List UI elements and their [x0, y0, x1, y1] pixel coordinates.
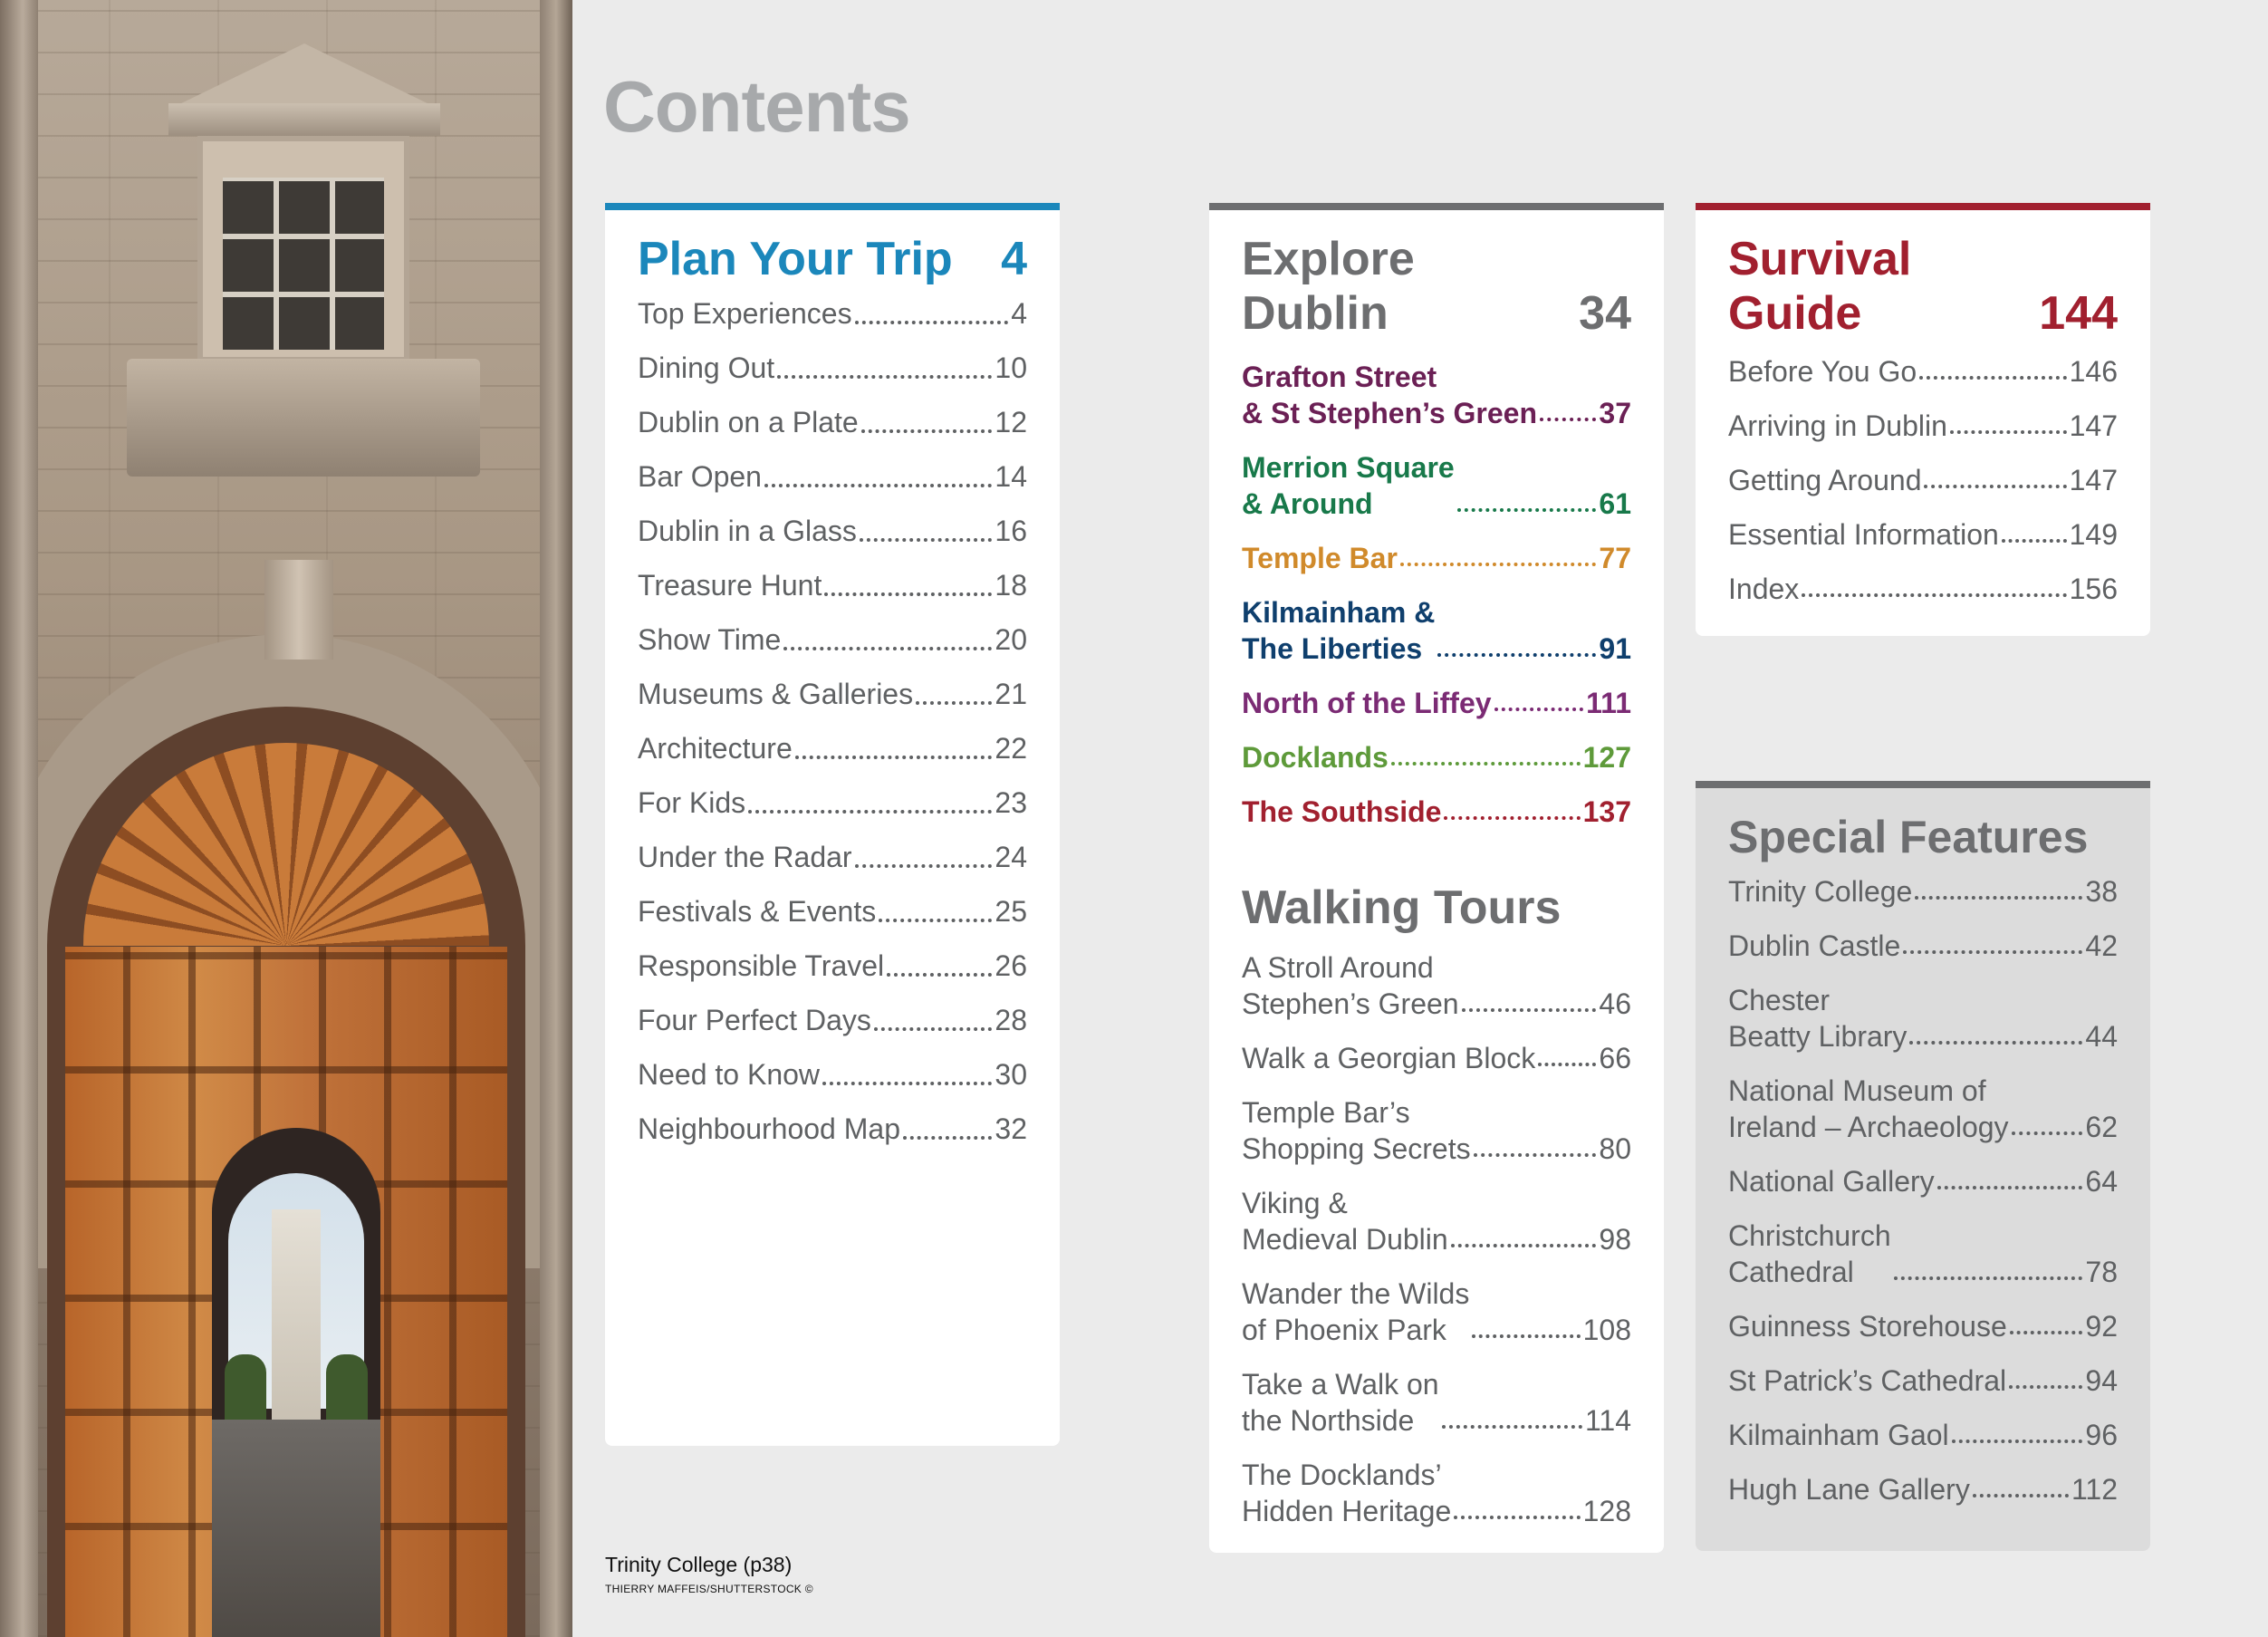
toc-entry[interactable] [1728, 408, 2118, 444]
toc-entry-page: 91 [1599, 632, 1631, 665]
dot-leader [1909, 1041, 2082, 1045]
toc-entry[interactable] [638, 341, 1027, 395]
toc-entry[interactable] [638, 667, 1027, 721]
toc-entry-label: Take a Walk on the Northside [1242, 1368, 1439, 1437]
dot-leader [916, 701, 992, 705]
explore-dublin-card [1209, 203, 1664, 1553]
dot-leader [1915, 896, 2082, 900]
dot-leader [861, 429, 993, 433]
toc-entry-page: 156 [2069, 573, 2118, 605]
dot-leader [1454, 1516, 1580, 1519]
toc-entry-label: North of the Liffey [1242, 687, 1492, 719]
trinity-college-photo [0, 0, 572, 1637]
toc-entry-page: 128 [1582, 1495, 1631, 1527]
toc-entry-page: 20 [995, 623, 1027, 656]
toc-entry-page: 38 [2085, 875, 2118, 908]
dot-leader [2009, 1385, 2082, 1389]
toc-entry-page: 147 [2069, 464, 2118, 496]
toc-entry[interactable] [1242, 794, 1631, 830]
dot-leader [1924, 485, 2066, 488]
window-cornice [168, 103, 440, 136]
toc-entry-label: Guinness Storehouse [1728, 1310, 2007, 1343]
section-title: Plan Your Trip [638, 233, 953, 285]
toc-entry-label: Merrion Square & Around [1242, 451, 1455, 520]
dot-leader [1437, 653, 1596, 657]
toc-entry-label: Index [1728, 573, 1800, 605]
toc-entry-page: 78 [2085, 1256, 2118, 1288]
toc-entry-page: 61 [1599, 487, 1631, 520]
toc-entry[interactable] [1728, 1308, 2118, 1344]
toc-entry-label: Dublin in a Glass [638, 515, 857, 547]
toc-entry-label: Museums & Galleries [638, 678, 914, 710]
toc-entry-page: 14 [995, 460, 1027, 493]
toc-entry-page: 92 [2085, 1310, 2118, 1343]
photo-credit: THIERRY MAFFEIS/SHUTTERSTOCK © [605, 1583, 813, 1595]
toc-entry[interactable] [638, 504, 1027, 558]
caption-title: Trinity College (p38) [605, 1553, 793, 1576]
toc-entry-page: 30 [995, 1058, 1027, 1091]
toc-entry-page: 4 [1011, 297, 1027, 330]
toc-entry-label: St Patrick’s Cathedral [1728, 1364, 2007, 1397]
toc-entry-page: 22 [995, 732, 1027, 765]
toc-entry-label: Dining Out [638, 351, 775, 384]
toc-entry-label: Essential Information [1728, 518, 1999, 551]
toc-entry[interactable] [638, 939, 1027, 993]
dot-leader [1400, 563, 1597, 566]
toc-entry-label: Top Experiences [638, 297, 852, 330]
dot-leader [1457, 508, 1597, 512]
toc-entry-label: Dublin Castle [1728, 929, 1901, 962]
dot-leader [1391, 762, 1581, 766]
toc-entry-label: National Museum of Ireland – Archaeology [1728, 1074, 2009, 1143]
dot-leader [855, 321, 1009, 324]
toc-entry[interactable] [1242, 949, 1631, 1022]
cobbled-path [212, 1420, 380, 1637]
dot-leader [1950, 430, 2067, 434]
toc-entry-page: 80 [1599, 1132, 1631, 1165]
toc-entry-page: 18 [995, 569, 1027, 602]
dot-leader [1973, 1494, 2069, 1497]
dot-leader [1802, 593, 2066, 597]
explore-dublin-header[interactable] [1242, 232, 1631, 341]
toc-entry-label: Hugh Lane Gallery [1728, 1473, 1970, 1506]
toc-entry-page: 111 [1586, 687, 1631, 719]
toc-entry-label: Treasure Hunt [638, 569, 822, 602]
section-page: 4 [1001, 233, 1027, 285]
dot-leader [1472, 1334, 1580, 1338]
toc-entry-label: Neighbourhood Map [638, 1112, 900, 1145]
toc-entry[interactable] [638, 286, 1027, 341]
toc-entry-label: Kilmainham Gaol [1728, 1419, 1949, 1451]
toc-entry-page: 16 [995, 515, 1027, 547]
dot-leader [860, 538, 993, 542]
toc-entry[interactable] [1242, 685, 1631, 721]
toc-entry[interactable] [1728, 873, 2118, 910]
toc-entry[interactable] [1242, 1276, 1631, 1348]
toc-entry-page: 149 [2069, 518, 2118, 551]
dot-leader [1444, 816, 1580, 820]
toc-entry-page: 147 [2069, 409, 2118, 442]
dot-leader [903, 1136, 992, 1140]
section-page: 34 [1579, 287, 1631, 340]
toc-entry-label: Docklands [1242, 741, 1389, 774]
toc-entry-label: Before You Go [1728, 355, 1917, 388]
dot-leader [1540, 418, 1596, 421]
toc-entry-page: 77 [1599, 542, 1631, 574]
dot-leader [1462, 1008, 1597, 1012]
toc-entry-label: For Kids [638, 786, 746, 819]
open-doorway [212, 1128, 380, 1637]
dot-leader [879, 919, 992, 922]
toc-entry-label: Temple Bar’s Shopping Secrets [1242, 1096, 1471, 1165]
plan-your-trip-card [605, 203, 1060, 1446]
toc-entry[interactable] [638, 558, 1027, 612]
toc-entry-page: 44 [2085, 1020, 2118, 1053]
toc-entry[interactable] [638, 993, 1027, 1047]
toc-entry[interactable] [638, 1047, 1027, 1102]
pillar-left [0, 0, 38, 1637]
photo-caption [605, 1553, 813, 1595]
toc-entry-page: 23 [995, 786, 1027, 819]
toc-entry[interactable] [638, 395, 1027, 449]
toc-entry[interactable] [1728, 1163, 2118, 1199]
toc-entry-label: Viking & Medieval Dublin [1242, 1187, 1448, 1256]
toc-entry[interactable] [1728, 462, 2118, 498]
toc-entry[interactable] [1728, 1471, 2118, 1507]
dot-leader [795, 756, 993, 759]
dot-leader [1538, 1063, 1596, 1066]
toc-entry-page: 94 [2085, 1364, 2118, 1397]
toc-entry-page: 24 [995, 841, 1027, 873]
dot-leader [822, 1082, 992, 1085]
special-features-list [1728, 873, 2118, 1507]
dot-leader [887, 973, 992, 977]
toc-entry[interactable] [1242, 449, 1631, 522]
toc-entry-label: Walk a Georgian Block [1242, 1042, 1536, 1074]
toc-entry-label: Show Time [638, 623, 782, 656]
toc-entry[interactable] [638, 1102, 1027, 1156]
toc-entry-label: Bar Open [638, 460, 762, 493]
dot-leader [777, 375, 992, 379]
toc-entry[interactable] [1728, 982, 2118, 1054]
toc-entry-label: Temple Bar [1242, 542, 1398, 574]
explore-list [1242, 359, 1631, 830]
toc-entry[interactable] [1242, 1457, 1631, 1529]
toc-entry[interactable] [638, 721, 1027, 775]
special-features-header [1728, 810, 2118, 864]
survival-list [1728, 353, 2118, 607]
toc-entry-label: Dublin on a Plate [638, 406, 859, 438]
toc-entry-page: 25 [995, 895, 1027, 928]
toc-entry[interactable] [638, 775, 1027, 830]
toc-entry-label: Grafton Street & St Stephen’s Green [1242, 361, 1537, 429]
toc-entry-label: Kilmainham & The Liberties [1242, 596, 1436, 665]
toc-entry-label: National Gallery [1728, 1165, 1935, 1198]
toc-entry[interactable] [1728, 571, 2118, 607]
survival-guide-card [1696, 203, 2150, 636]
section-title: Survival Guide [1728, 233, 1912, 340]
dot-leader [1919, 376, 2066, 380]
toc-entry-page: 98 [1599, 1223, 1631, 1256]
toc-entry-label: Trinity College [1728, 875, 1913, 908]
plan-your-trip-header[interactable] [638, 232, 1027, 286]
dot-leader [2002, 539, 2067, 543]
walking-tours-list [1242, 949, 1631, 1529]
toc-entry[interactable] [638, 884, 1027, 939]
toc-entry[interactable] [1242, 1040, 1631, 1076]
toc-entry-label: Chester Beatty Library [1728, 984, 1908, 1053]
toc-entry-page: 26 [995, 949, 1027, 982]
dot-leader [1937, 1186, 2083, 1189]
toc-entry-label: The Southside [1242, 795, 1442, 828]
toc-entry[interactable] [1728, 1363, 2118, 1399]
dot-leader [874, 1027, 993, 1031]
toc-entry[interactable] [1728, 1417, 2118, 1453]
dot-leader [855, 864, 993, 868]
carved-balcony [127, 359, 480, 477]
pillar-right [540, 0, 572, 1637]
toc-entry-page: 114 [1584, 1404, 1631, 1437]
dot-leader [783, 647, 992, 650]
toc-entry-page: 46 [1599, 987, 1631, 1020]
dot-leader [1474, 1153, 1597, 1157]
page-title: Contents [603, 66, 910, 147]
sash-window [223, 178, 384, 350]
special-features-card [1696, 781, 2150, 1551]
toc-entry-label: Arriving in Dublin [1728, 409, 1947, 442]
dot-leader [824, 592, 992, 596]
toc-entry-page: 112 [2071, 1473, 2118, 1506]
toc-entry[interactable] [1242, 1366, 1631, 1439]
toc-entry-label: Responsible Travel [638, 949, 885, 982]
toc-entry-page: 137 [1582, 795, 1631, 828]
dot-leader [1952, 1440, 2083, 1443]
dot-leader [2010, 1331, 2083, 1334]
toc-entry-label: Under the Radar [638, 841, 852, 873]
toc-entry-label: A Stroll Around Stephen’s Green [1242, 951, 1459, 1020]
walking-tours-heading: Walking Tours [1242, 881, 1562, 934]
plan-list [638, 286, 1027, 1156]
toc-entry-label: Need to Know [638, 1058, 821, 1091]
campanile-tower [272, 1209, 321, 1427]
dot-leader [1451, 1244, 1597, 1247]
toc-entry[interactable] [1242, 739, 1631, 775]
dot-leader [1903, 950, 2082, 954]
toc-entry[interactable] [1728, 928, 2118, 964]
section-title: Special Features [1728, 812, 2089, 862]
toc-entry[interactable] [1728, 1073, 2118, 1145]
toc-entry[interactable] [1242, 1094, 1631, 1167]
toc-entry-label: Wander the Wilds of Phoenix Park [1242, 1277, 1470, 1346]
toc-entry-page: 37 [1599, 397, 1631, 429]
toc-entry-page: 96 [2085, 1419, 2118, 1451]
toc-entry-label: Getting Around [1728, 464, 1922, 496]
toc-entry[interactable] [1242, 594, 1631, 667]
dot-leader [2012, 1131, 2083, 1135]
toc-entry[interactable] [1242, 1185, 1631, 1257]
toc-entry-page: 21 [995, 678, 1027, 710]
arch-keystone [264, 560, 333, 660]
toc-entry-page: 127 [1582, 741, 1631, 774]
toc-entry-page: 66 [1599, 1042, 1631, 1074]
dot-leader [1894, 1276, 2083, 1280]
toc-entry-page: 42 [2085, 929, 2118, 962]
toc-entry[interactable] [1728, 353, 2118, 390]
toc-entry-page: 10 [995, 351, 1027, 384]
toc-entry-page: 28 [995, 1004, 1027, 1036]
toc-entry[interactable] [638, 449, 1027, 504]
toc-entry[interactable] [638, 612, 1027, 667]
toc-entry-page: 108 [1582, 1314, 1631, 1346]
toc-entry-label: Architecture [638, 732, 793, 765]
toc-entry-label: The Docklands’ Hidden Heritage [1242, 1459, 1452, 1527]
toc-entry-page: 12 [995, 406, 1027, 438]
section-page: 144 [2039, 287, 2118, 340]
toc-entry-label: Christchurch Cathedral [1728, 1219, 1891, 1288]
toc-entry-label: Festivals & Events [638, 895, 877, 928]
dot-leader [1442, 1425, 1582, 1429]
toc-entry[interactable] [638, 830, 1027, 884]
toc-entry[interactable] [1728, 516, 2118, 553]
toc-entry-page: 64 [2085, 1165, 2118, 1198]
toc-entry-page: 32 [995, 1112, 1027, 1145]
toc-entry-label: Four Perfect Days [638, 1004, 871, 1036]
survival-guide-header[interactable] [1728, 232, 2118, 341]
dot-leader [764, 484, 992, 487]
dot-leader [748, 810, 992, 814]
toc-entry[interactable] [1242, 540, 1631, 576]
toc-entry-page: 146 [2069, 355, 2118, 388]
toc-entry[interactable] [1728, 1218, 2118, 1290]
dot-leader [1494, 708, 1584, 711]
toc-entry[interactable] [1242, 359, 1631, 431]
section-title: Explore Dublin [1242, 233, 1415, 340]
toc-entry-page: 62 [2085, 1111, 2118, 1143]
